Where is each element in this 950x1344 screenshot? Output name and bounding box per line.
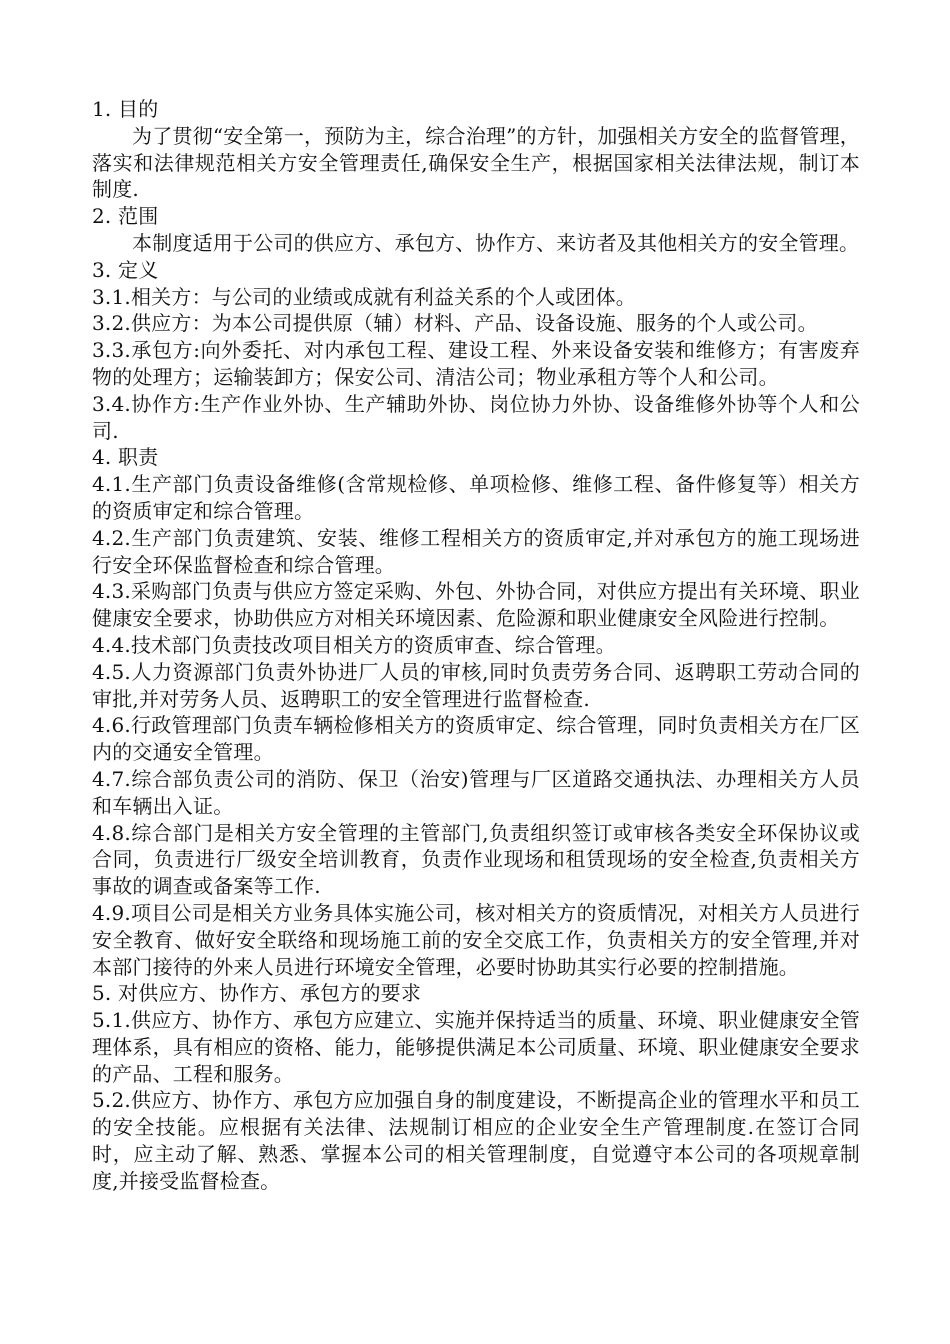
- section-heading-scope: 2. 范围: [92, 204, 159, 229]
- scope-paragraph: 本制度适用于公司的供应方、承包方、协作方、来访者及其他相关方的安全管理。: [132, 230, 860, 255]
- responsibility-item-4-2: 4.2.生产部门负责建筑、安装、维修工程相关方的资质审定,并对承包方的施工现场进行安全环保监督检查和综合管理。: [92, 525, 860, 577]
- section-heading-purpose: 1. 目的: [92, 97, 159, 121]
- responsibility-item-4-1: 4.1.生产部门负责设备维修(含常规检修、单项检修、维修工程、备件修复等）相关方的资质审定和综合管理。: [92, 472, 860, 523]
- responsibility-item-4-4: 4.4.技术部门负责技改项目相关方的资质审查、综合管理。: [92, 632, 616, 657]
- document-page: [92, 96, 860, 1195]
- definition-item-3-4: 3.4.协作方:生产作业外协、生产辅助外协、岗位协力外协、设备维修外协等个人和公司.: [92, 391, 860, 443]
- responsibility-item-4-8: 4.8.综合部门是相关方安全管理的主管部门,负责组织签订或审核各类安全环保协议或合同，负责进行厂级安全培训教育，负责作业现场和租赁现场的安全检查,负责相关方事故的调查或备案等工作.: [92, 820, 860, 899]
- responsibility-item-4-3: 4.3.采购部门负责与供应方签定采购、外包、外协合同，对供应方提出有关环境、职业健康安全要求，协助供应方对相关环境因素、危险源和职业健康安全风险进行控制。: [92, 579, 860, 631]
- responsibility-item-4-6: 4.6.行政管理部门负责车辆检修相关方的资质审定、综合管理，同时负责相关方在厂区内的交通安全管理。: [92, 713, 860, 765]
- requirement-item-5-2: 5.2.供应方、协作方、承包方应加强自身的制度建设，不断提高企业的管理水平和员工的安全技能。应根据有关法律、法规制订相应的企业安全生产管理制度.在签订合同时，应主动了解、熟悉、掌握本公司的相关管理制度，自觉遵守本公司的各项规章制度,并接受监督检查。: [92, 1088, 860, 1193]
- definition-item-3-2: 3.2.供应方：为本公司提供原（辅）材料、产品、设备设施、服务的个人或公司。: [92, 311, 818, 336]
- section-heading-responsibilities: 4. 职责: [92, 445, 159, 470]
- responsibility-item-4-7: 4.7.综合部负责公司的消防、保卫（治安)管理与厂区道路交通执法、办理相关方人员和车辆出入证。: [92, 766, 860, 818]
- definition-item-3-1: 3.1.相关方：与公司的业绩或成就有利益关系的个人或团体。: [92, 284, 636, 309]
- section-heading-definitions: 3. 定义: [92, 257, 159, 282]
- section-heading-requirements: 5. 对供应方、协作方、承包方的要求: [92, 981, 422, 1006]
- purpose-paragraph: 为了贯彻“安全第一，预防为主，综合治理”的方针，加强相关方安全的监督管理，落实和法律规范相关方安全管理责任,确保安全生产，根据国家相关法律法规，制订本制度.: [92, 123, 860, 202]
- responsibility-item-4-5: 4.5.人力资源部门负责外协进厂人员的审核,同时负责劳务合同、返聘职工劳动合同的审批,并对劳务人员、返聘职工的安全管理进行监督检查.: [92, 659, 860, 711]
- definition-item-3-3: 3.3.承包方:向外委托、对内承包工程、建设工程、外来设备安装和维修方；有害废弃物的处理方；运输装卸方；保安公司、清洁公司；物业承租方等个人和公司。: [92, 338, 860, 389]
- requirement-item-5-1: 5.1.供应方、协作方、承包方应建立、实施并保持适当的质量、环境、职业健康安全管理体系，具有相应的资格、能力，能够提供满足本公司质量、环境、职业健康安全要求的产品、工程和服务。: [92, 1008, 860, 1086]
- responsibility-item-4-9: 4.9.项目公司是相关方业务具体实施公司，核对相关方的资质情况，对相关方人员进行安全教育、做好安全联络和现场施工前的安全交底工作，负责相关方的安全管理,并对本部门接待的外来人员进行环境安全管理，必要时协助其实行必要的控制措施。: [92, 900, 860, 979]
